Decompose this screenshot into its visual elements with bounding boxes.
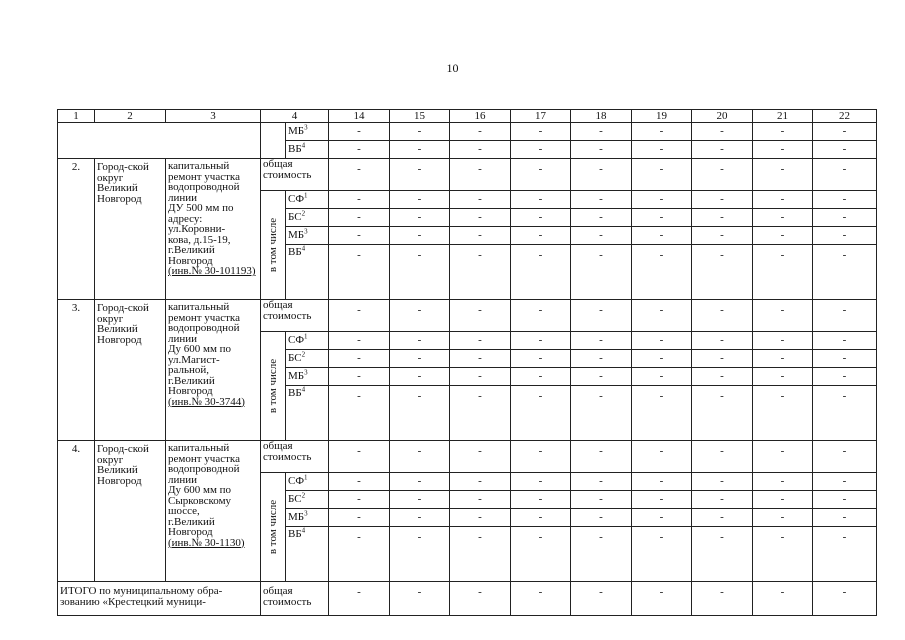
total-value-col22: - — [813, 582, 877, 616]
source-footnote: 4 — [301, 141, 306, 150]
row1-source1-value-col22: - — [813, 350, 877, 368]
row1-source1-value-col16: - — [450, 350, 511, 368]
row0-source2-value-col17: - — [511, 227, 571, 245]
row2-source1-value-col14: - — [329, 491, 390, 509]
row2-source0-value-col15: - — [390, 473, 450, 491]
row0-source0-value-col19: - — [632, 191, 692, 209]
continuation-0-value-col22: - — [813, 123, 877, 141]
inventory-number: (инв.№ 30-101193) — [168, 265, 256, 277]
row2-source0-value-col18: - — [571, 473, 632, 491]
row0-cost-value-col20: - — [692, 159, 753, 191]
row-number: 3. — [58, 300, 95, 441]
row2-source3-value-col15: - — [390, 527, 450, 582]
header-col-18: 18 — [571, 110, 632, 123]
source-footnote: 2 — [301, 491, 306, 500]
object-line: Новгород — [168, 385, 213, 397]
row0-source1-value-col15: - — [390, 209, 450, 227]
source-footnote: 1 — [304, 473, 308, 482]
row0-source0-value-col21: - — [753, 191, 813, 209]
object-line: ул.Коровни- — [168, 223, 226, 235]
row0-cost-value-col17: - — [511, 159, 571, 191]
inventory-number: (инв.№ 30-1130) — [168, 536, 245, 549]
row0-source2-value-col14: - — [329, 227, 390, 245]
row1-source0-value-col19: - — [632, 332, 692, 350]
row1-source3-value-col19: - — [632, 386, 692, 441]
row1-source1-value-col18: - — [571, 350, 632, 368]
row2-cost-value-col19: - — [632, 441, 692, 473]
source-name: БС — [288, 493, 302, 506]
row2-source3-value-col22: - — [813, 527, 877, 582]
continuation-0-value-col15: - — [390, 123, 450, 141]
continuation-0-value-col21: - — [753, 123, 813, 141]
row2-cost-value-col14: - — [329, 441, 390, 473]
row2-source0-value-col22: - — [813, 473, 877, 491]
object-line: ральной, — [168, 364, 210, 376]
object-description — [166, 300, 261, 441]
row1-source0-value-col18: - — [571, 332, 632, 350]
row2-source0-value-col21: - — [753, 473, 813, 491]
row2-cost-value-col18: - — [571, 441, 632, 473]
source-name: МБ — [288, 370, 305, 383]
including-label: в том числе — [266, 217, 279, 273]
row1-source3-value-col17: - — [511, 386, 571, 441]
total-cost-label: общая стоимость — [261, 300, 329, 332]
row0-source3-value-col21: - — [753, 245, 813, 300]
object-line: ремонт участка — [168, 170, 240, 183]
header-col-2: 2 — [95, 110, 166, 123]
source-name: ВБ — [288, 387, 302, 399]
total-value-col19: - — [632, 582, 692, 616]
object-line: ул.Магист- — [168, 353, 220, 366]
source-cell — [286, 227, 329, 245]
row0-cost-value-col19: - — [632, 159, 692, 191]
row-number: 2. — [58, 159, 95, 300]
row0-source0-value-col17: - — [511, 191, 571, 209]
row1-source0-value-col20: - — [692, 332, 753, 350]
header-col-22: 22 — [813, 110, 877, 123]
source-name: СФ — [288, 475, 305, 488]
row2-source1-value-col15: - — [390, 491, 450, 509]
source-footnote: 4 — [301, 526, 306, 535]
row2-source3-value-col17: - — [511, 527, 571, 582]
municipality: Город-ской округ Великий Новгород — [95, 159, 166, 300]
row2-cost-value-col16: - — [450, 441, 511, 473]
continuation-0-value-col14: - — [329, 123, 390, 141]
row1-source1-value-col21: - — [753, 350, 813, 368]
source-footnote: 3 — [304, 509, 308, 518]
row1-source1-value-col15: - — [390, 350, 450, 368]
source-name: БС — [288, 352, 302, 365]
header-col-1: 1 — [58, 110, 95, 123]
source-cell — [286, 491, 329, 509]
row1-source0-value-col16: - — [450, 332, 511, 350]
inventory-number: (инв.№ 30-3744) — [168, 395, 245, 408]
row2-source0-value-col19: - — [632, 473, 692, 491]
object-line: Сырковскому — [168, 494, 232, 507]
row-number: 4. — [58, 441, 95, 582]
row1-source3-value-col14: - — [329, 386, 390, 441]
object-line: шоссе, — [168, 505, 200, 517]
object-line: г.Великий — [168, 374, 215, 387]
header-row — [58, 110, 877, 123]
row2-source2-value-col16: - — [450, 509, 511, 527]
source-footnote: 3 — [304, 368, 308, 377]
municipality: Город-ской округ Великий Новгород — [95, 441, 166, 582]
row2-cost-value-col20: - — [692, 441, 753, 473]
object-line: капитальный — [168, 301, 230, 313]
row1-source2-value-col18: - — [571, 368, 632, 386]
source-name: БС — [288, 211, 302, 224]
row1-source1-value-col20: - — [692, 350, 753, 368]
row0-source2-value-col18: - — [571, 227, 632, 245]
row0-source0-value-col20: - — [692, 191, 753, 209]
row2-source1-value-col19: - — [632, 491, 692, 509]
source-cell — [286, 141, 329, 159]
row0-source3-value-col18: - — [571, 245, 632, 300]
row2-cost-value-col15: - — [390, 441, 450, 473]
source-cell — [286, 332, 329, 350]
row2-cost-value-col22: - — [813, 441, 877, 473]
object-line: кова, д.15-19, — [168, 233, 231, 246]
budget-table — [57, 109, 877, 616]
source-name: ВБ — [288, 528, 302, 540]
row0-source2-value-col21: - — [753, 227, 813, 245]
row2-source2-value-col18: - — [571, 509, 632, 527]
total-value-col15: - — [390, 582, 450, 616]
row1-cost-value-col21: - — [753, 300, 813, 332]
row0-source2-value-col22: - — [813, 227, 877, 245]
source-name: МБ — [288, 511, 305, 524]
source-name: СФ — [288, 193, 305, 206]
row0-source3-value-col17: - — [511, 245, 571, 300]
row2-source0-value-col16: - — [450, 473, 511, 491]
row1-source0-value-col22: - — [813, 332, 877, 350]
continuation-1-value-col20: - — [692, 141, 753, 159]
row0-cost-value-col22: - — [813, 159, 877, 191]
header-col-21: 21 — [753, 110, 813, 123]
object-line: водопроводной — [168, 463, 240, 475]
continuation-vertical-blank — [261, 123, 286, 159]
row0-cost-value-col16: - — [450, 159, 511, 191]
row2-source1-value-col18: - — [571, 491, 632, 509]
including-label-cell — [261, 191, 286, 300]
row0-source0-value-col14: - — [329, 191, 390, 209]
row1-cost-value-col20: - — [692, 300, 753, 332]
row0-source1-value-col18: - — [571, 209, 632, 227]
including-label: в том числе — [266, 499, 279, 555]
source-cell — [286, 350, 329, 368]
row1-source3-value-col21: - — [753, 386, 813, 441]
row0-source3-value-col22: - — [813, 245, 877, 300]
object-line: водопроводной — [168, 322, 240, 334]
row1-source0-value-col17: - — [511, 332, 571, 350]
row0-source2-value-col20: - — [692, 227, 753, 245]
row0-source0-value-col15: - — [390, 191, 450, 209]
row1-source1-value-col19: - — [632, 350, 692, 368]
row2-source3-value-col20: - — [692, 527, 753, 582]
object-description — [166, 441, 261, 582]
source-name: ВБ — [288, 246, 302, 258]
row2-source1-value-col22: - — [813, 491, 877, 509]
header-col-3: 3 — [166, 110, 261, 123]
row1-source3-value-col18: - — [571, 386, 632, 441]
object-line: г.Великий — [168, 244, 215, 256]
row1-source2-value-col22: - — [813, 368, 877, 386]
source-cell — [286, 527, 329, 582]
row2-source2-value-col17: - — [511, 509, 571, 527]
object-row-cost — [58, 441, 877, 473]
source-footnote: 2 — [301, 350, 306, 359]
object-line: Новгород — [168, 526, 213, 538]
source-footnote: 1 — [304, 332, 308, 341]
object-line: капитальный — [168, 160, 230, 172]
object-line: линии — [168, 473, 198, 486]
row0-source3-value-col15: - — [390, 245, 450, 300]
row2-source1-value-col21: - — [753, 491, 813, 509]
row1-source1-value-col17: - — [511, 350, 571, 368]
total-row — [58, 582, 877, 616]
row2-source3-value-col19: - — [632, 527, 692, 582]
row2-source3-value-col18: - — [571, 527, 632, 582]
row0-cost-value-col18: - — [571, 159, 632, 191]
source-cell — [286, 386, 329, 441]
row1-source3-value-col20: - — [692, 386, 753, 441]
row1-source2-value-col21: - — [753, 368, 813, 386]
row2-cost-value-col17: - — [511, 441, 571, 473]
source-name: МБ — [288, 229, 305, 242]
row0-source1-value-col16: - — [450, 209, 511, 227]
continuation-0-value-col17: - — [511, 123, 571, 141]
continuation-1-value-col17: - — [511, 141, 571, 159]
source-cell — [286, 509, 329, 527]
row1-source2-value-col14: - — [329, 368, 390, 386]
header-col-15: 15 — [390, 110, 450, 123]
row1-cost-value-col17: - — [511, 300, 571, 332]
row1-cost-value-col22: - — [813, 300, 877, 332]
row2-source0-value-col20: - — [692, 473, 753, 491]
total-value-col16: - — [450, 582, 511, 616]
header-col-16: 16 — [450, 110, 511, 123]
total-value-col20: - — [692, 582, 753, 616]
row2-source3-value-col21: - — [753, 527, 813, 582]
row2-cost-value-col21: - — [753, 441, 813, 473]
total-cost-label: общая стоимость — [261, 441, 329, 473]
row1-cost-value-col18: - — [571, 300, 632, 332]
row0-source3-value-col14: - — [329, 245, 390, 300]
header-col-19: 19 — [632, 110, 692, 123]
total-value-col17: - — [511, 582, 571, 616]
source-footnote: 3 — [304, 123, 308, 132]
total-value-col18: - — [571, 582, 632, 616]
including-label: в том числе — [266, 358, 279, 414]
row2-source1-value-col17: - — [511, 491, 571, 509]
row2-source0-value-col14: - — [329, 473, 390, 491]
total-label: ИТОГО по муниципальному обра-зованию «Крестецкий муници- — [58, 582, 261, 616]
object-line: капитальный — [168, 442, 230, 454]
row1-source1-value-col14: - — [329, 350, 390, 368]
object-line: водопроводной — [168, 181, 240, 193]
row2-source3-value-col14: - — [329, 527, 390, 582]
continuation-blank — [58, 123, 261, 159]
continuation-1-value-col21: - — [753, 141, 813, 159]
continuation-1-value-col18: - — [571, 141, 632, 159]
object-line: ремонт участка — [168, 452, 240, 465]
source-cell — [286, 245, 329, 300]
row0-cost-value-col15: - — [390, 159, 450, 191]
row2-source1-value-col16: - — [450, 491, 511, 509]
source-name: СФ — [288, 334, 305, 347]
continuation-1-value-col16: - — [450, 141, 511, 159]
source-cell — [286, 368, 329, 386]
continuation-0-value-col20: - — [692, 123, 753, 141]
object-line: ДУ 500 мм по — [168, 202, 234, 214]
row1-source2-value-col20: - — [692, 368, 753, 386]
row1-source0-value-col15: - — [390, 332, 450, 350]
row2-source2-value-col15: - — [390, 509, 450, 527]
row2-source2-value-col22: - — [813, 509, 877, 527]
header-col-14: 14 — [329, 110, 390, 123]
object-line: линии — [168, 332, 198, 345]
row0-source1-value-col20: - — [692, 209, 753, 227]
continuation-row — [58, 123, 877, 141]
row1-source0-value-col14: - — [329, 332, 390, 350]
object-line: Новгород — [168, 254, 213, 267]
source-cell — [286, 191, 329, 209]
source-footnote: 1 — [304, 191, 308, 200]
row2-source2-value-col20: - — [692, 509, 753, 527]
row0-source1-value-col21: - — [753, 209, 813, 227]
row0-source3-value-col20: - — [692, 245, 753, 300]
row2-source0-value-col17: - — [511, 473, 571, 491]
continuation-1-value-col22: - — [813, 141, 877, 159]
total-value-col21: - — [753, 582, 813, 616]
row0-cost-value-col14: - — [329, 159, 390, 191]
continuation-0-value-col19: - — [632, 123, 692, 141]
row1-source2-value-col16: - — [450, 368, 511, 386]
object-row-cost — [58, 300, 877, 332]
including-label-cell — [261, 473, 286, 582]
row2-source2-value-col14: - — [329, 509, 390, 527]
row0-source0-value-col16: - — [450, 191, 511, 209]
row1-source3-value-col22: - — [813, 386, 877, 441]
row2-source2-value-col21: - — [753, 509, 813, 527]
page-number: 10 — [446, 61, 459, 75]
object-line: Ду 600 мм по — [168, 484, 232, 496]
row1-source3-value-col16: - — [450, 386, 511, 441]
source-cell — [286, 473, 329, 491]
source-cell — [286, 209, 329, 227]
row0-source0-value-col22: - — [813, 191, 877, 209]
continuation-1-value-col19: - — [632, 141, 692, 159]
source-cell — [286, 123, 329, 141]
row1-cost-value-col19: - — [632, 300, 692, 332]
row0-source2-value-col19: - — [632, 227, 692, 245]
source-footnote: 3 — [304, 227, 308, 236]
object-line: адресу: — [168, 212, 203, 225]
row2-source1-value-col20: - — [692, 491, 753, 509]
header-col-17: 17 — [511, 110, 571, 123]
header-col-20: 20 — [692, 110, 753, 123]
row1-cost-value-col15: - — [390, 300, 450, 332]
municipality: Город-ской округ Великий Новгород — [95, 300, 166, 441]
continuation-0-value-col18: - — [571, 123, 632, 141]
source-footnote: 2 — [301, 209, 306, 218]
header-col-4: 4 — [261, 110, 329, 123]
row0-source2-value-col16: - — [450, 227, 511, 245]
row0-source2-value-col15: - — [390, 227, 450, 245]
object-line: ремонт участка — [168, 311, 240, 324]
row0-cost-value-col21: - — [753, 159, 813, 191]
row1-cost-value-col16: - — [450, 300, 511, 332]
object-line: Ду 600 мм по — [168, 343, 232, 355]
row1-source0-value-col21: - — [753, 332, 813, 350]
row1-source3-value-col15: - — [390, 386, 450, 441]
row0-source1-value-col17: - — [511, 209, 571, 227]
row0-source1-value-col14: - — [329, 209, 390, 227]
continuation-0-value-col16: - — [450, 123, 511, 141]
total-cost-label: общая стоимость — [261, 159, 329, 191]
row1-source2-value-col15: - — [390, 368, 450, 386]
total-value-col14: - — [329, 582, 390, 616]
source-footnote: 4 — [301, 244, 306, 253]
object-line: линии — [168, 191, 198, 204]
total-cost-label: общая стоимость — [261, 582, 329, 616]
continuation-1-value-col15: - — [390, 141, 450, 159]
object-row-cost — [58, 159, 877, 191]
row2-source3-value-col16: - — [450, 527, 511, 582]
row1-source2-value-col19: - — [632, 368, 692, 386]
source-footnote: 4 — [301, 385, 306, 394]
object-line: г.Великий — [168, 515, 215, 528]
including-label-cell — [261, 332, 286, 441]
row2-source2-value-col19: - — [632, 509, 692, 527]
row0-source1-value-col22: - — [813, 209, 877, 227]
object-description — [166, 159, 261, 300]
source-name: МБ — [288, 125, 305, 138]
source-name: ВБ — [288, 143, 302, 156]
continuation-1-value-col14: - — [329, 141, 390, 159]
row1-source2-value-col17: - — [511, 368, 571, 386]
row0-source0-value-col18: - — [571, 191, 632, 209]
row0-source3-value-col19: - — [632, 245, 692, 300]
row1-cost-value-col14: - — [329, 300, 390, 332]
row0-source1-value-col19: - — [632, 209, 692, 227]
row0-source3-value-col16: - — [450, 245, 511, 300]
